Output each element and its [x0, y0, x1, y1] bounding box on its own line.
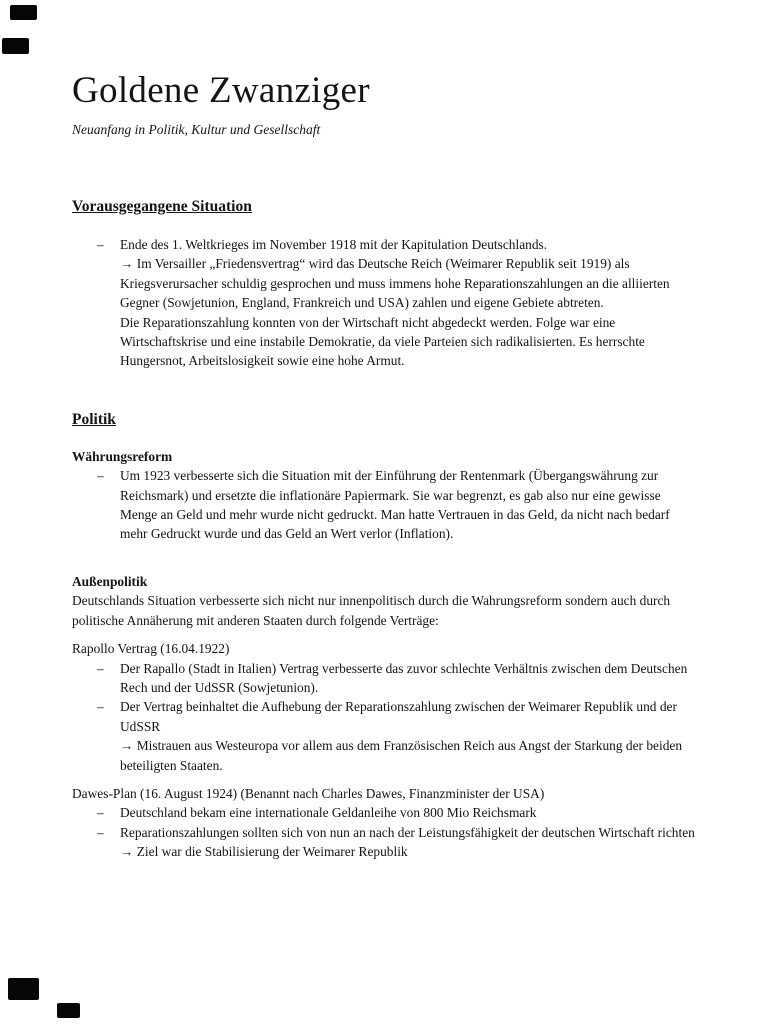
bullet-line: Deutschland bekam eine internationale Geldanleihe von 800 Mio Reichsmark — [120, 805, 537, 821]
list-item — [72, 803, 697, 822]
bullet-line-arrow: → Im Versailler „Friedensvertrag“ wird das Deutsche Reich (Weimarer Republik seit 1919) als Kriegsverursacher schuldig gesprochen und muss immens hohe Reparationszahlungen an die alliierten Gegner (Sowjetunion, England, Frankreich und USA) zahlen und eigene Gebiete abtreten. — [120, 256, 670, 311]
bullet-text-block — [120, 823, 697, 862]
rapollo-list — [72, 659, 697, 775]
waehrungsreform-list — [72, 466, 697, 544]
dawes-title: Dawes-Plan (16. August 1924) (Benannt nach Charles Dawes, Finanzminister der USA) — [72, 785, 545, 801]
list-item — [72, 466, 697, 544]
document-title: Goldene Zwanziger — [72, 70, 370, 111]
list-item — [72, 697, 697, 775]
bullet-dash: – — [97, 660, 104, 676]
bullet-line: Um 1923 verbesserte sich die Situation mit der Einführung der Rentenmark (Übergangswährung zur Reichsmark) und ersetzte die inflationäre Papiermark. Sie war begrenzt, es gab also nur eine gewisse Menge an Geld und mehr wurde nicht gedruckt. Man hatte Vertrauen in das Geld, da nicht nach bedarf mehr Gedruckt wurde und das Geld an Wert verlor (Inflation). — [120, 468, 670, 542]
bullet-dash: – — [97, 824, 104, 840]
list-item — [72, 659, 697, 698]
section-heading-politik: Politik — [72, 410, 116, 428]
subheading-waehrungsreform: Währungsreform — [72, 448, 173, 464]
bullet-text-block — [120, 803, 697, 822]
document-subtitle: Neuanfang in Politik, Kultur und Gesellschaft — [72, 122, 321, 137]
list-item — [72, 823, 697, 862]
bullet-text-block — [120, 659, 697, 698]
subheading-aussenpolitik: Außenpolitik — [72, 573, 148, 589]
bullet-line: Reparationszahlungen sollten sich von nun an nach der Leistungsfähigkeit der deutschen Wirtschaft richten — [120, 824, 695, 840]
bullet-line-arrow: → Mistrauen aus Westeuropa vor allem aus dem Französischen Reich aus Angst der Starkung der beiden beteiligten Staaten. — [120, 738, 683, 773]
bullet-text-block — [120, 466, 697, 544]
bullet-line-arrow: → Ziel war die Stabilisierung der Weimarer Republik — [120, 844, 408, 860]
document-content — [72, 68, 697, 862]
bullet-dash: – — [97, 805, 104, 821]
scan-artifact-top-2 — [2, 38, 29, 54]
bullet-line: Der Rapallo (Stadt in Italien) Vertrag verbesserte das zuvor schlechte Verhältnis zwischen dem Deutschen Rech und der UdSSR (Sowjetunion). — [120, 660, 688, 695]
scan-artifact-bottom-1 — [8, 978, 39, 1000]
bullet-dash: – — [97, 468, 104, 484]
aussenpolitik-intro: Deutschlands Situation verbesserte sich nicht nur innenpolitisch durch die Wahrungsreform sondern auch durch politische Annäherung mit anderen Staaten durch folgende Verträge: — [72, 593, 671, 628]
bullet-dash: – — [97, 237, 104, 252]
bullet-text-block — [120, 697, 697, 775]
bullet-line: Ende des 1. Weltkrieges im November 1918 mit der Kapitulation Deutschlands. — [120, 237, 548, 252]
list-item — [72, 235, 697, 371]
bullet-line: Der Vertrag beinhaltet die Aufhebung der Reparationszahlung zwischen der Weimarer Republik und der UdSSR — [120, 699, 677, 734]
situation-list — [72, 235, 697, 371]
bullet-line: Die Reparationszahlung konnten von der Wirtschaft nicht abgedeckt werden. Folge war eine Wirtschaftskrise und eine instabile Demokratie, da viele Parteien sich radikalisierten. Es herrschte Hungersnot, Arbeitslosigkeit sowie eine hohe Armut. — [120, 314, 645, 369]
dawes-list — [72, 803, 697, 861]
bullet-text-block — [120, 235, 697, 371]
scan-artifact-top-1 — [10, 5, 37, 20]
scan-artifact-bottom-2 — [57, 1003, 80, 1018]
section-heading-vorausgegangene-situation: Vorausgegangene Situation — [72, 198, 252, 215]
bullet-dash: – — [97, 699, 104, 715]
rapollo-title: Rapollo Vertrag (16.04.1922) — [72, 641, 230, 657]
